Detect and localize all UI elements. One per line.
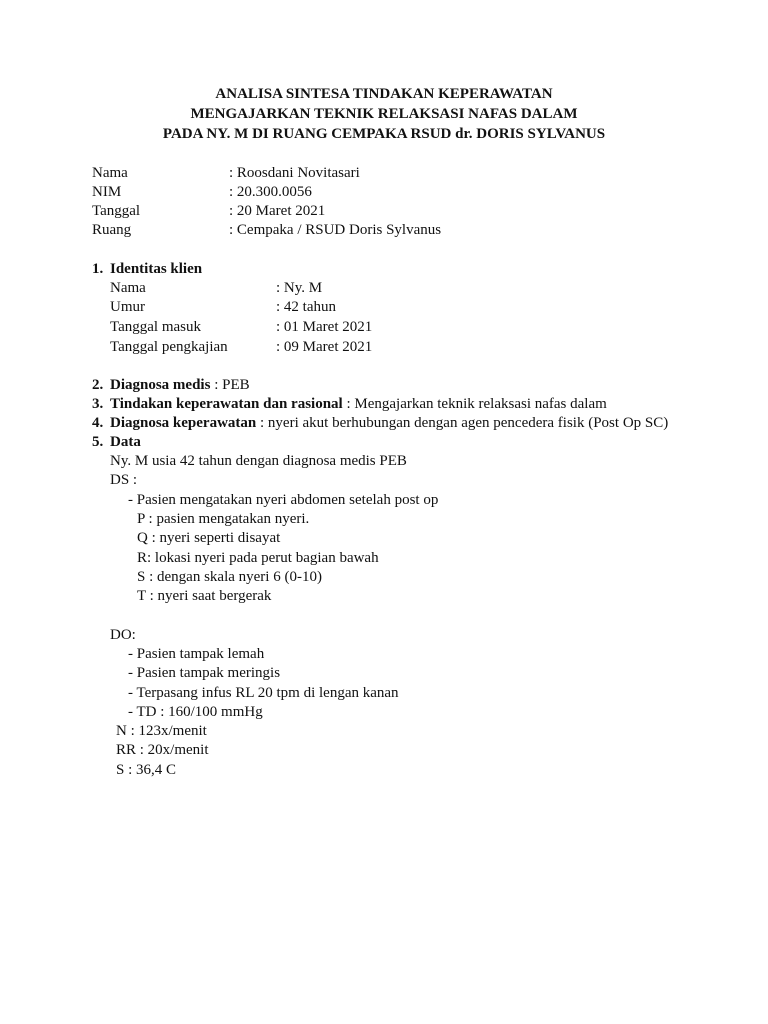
section-2-number: 2. (92, 377, 104, 393)
section-3-text: : Mengajarkan teknik relaksasi nafas dalam (342, 396, 607, 412)
section-2-line (110, 376, 250, 394)
section-1-heading: Identitas klien (110, 261, 203, 277)
client-value-tanggal-masuk: : 01 Maret 2021 (276, 319, 373, 335)
pqrst-q: Q : nyeri seperti disayat (137, 530, 281, 546)
section-2-text: : PEB (210, 377, 250, 393)
client-value-umur: : 42 tahun (276, 299, 336, 315)
do-label: DO: (110, 627, 136, 643)
header-value-tanggal: : 20 Maret 2021 (229, 203, 326, 219)
title-line-2: MENGAJARKAN TEKNIK RELAKSASI NAFAS DALAM (190, 106, 578, 122)
section-4-heading: Diagnosa keperawatan (110, 415, 257, 431)
do-item-1: - Pasien tampak lemah (128, 646, 265, 662)
data-intro: Ny. M usia 42 tahun dengan diagnosa medis PEB (110, 453, 407, 469)
pqrst-r: R: lokasi nyeri pada perut bagian bawah (137, 550, 379, 566)
title-line-3: PADA NY. M DI RUANG CEMPAKA RSUD dr. DORIS SYLVANUS (162, 126, 606, 142)
vital-s: S : 36,4 C (116, 762, 177, 778)
vital-n: N : 123x/menit (116, 723, 207, 739)
pqrst-t: T : nyeri saat bergerak (137, 588, 272, 604)
client-value-nama: : Ny. M (276, 280, 323, 296)
client-value-tanggal-pengkajian: : 09 Maret 2021 (276, 339, 373, 355)
client-label-tanggal-masuk: Tanggal masuk (110, 319, 202, 335)
section-4-text: : nyeri akut berhubungan dengan agen pencedera fisik (Post Op SC) (256, 415, 669, 431)
section-5-heading: Data (110, 434, 141, 450)
do-item-4: - TD : 160/100 mmHg (128, 704, 263, 720)
section-1-number: 1. (92, 261, 104, 277)
section-4-line (110, 414, 668, 432)
pqrst-p: P : pasien mengatakan nyeri. (137, 511, 310, 527)
ds-label: DS : (110, 472, 138, 488)
section-3-heading: Tindakan keperawatan dan rasional (110, 396, 343, 412)
header-value-nim: : 20.300.0056 (229, 184, 312, 200)
header-label-tanggal: Tanggal (92, 203, 141, 219)
ds-main-item: - Pasien mengatakan nyeri abdomen setelah post op (128, 492, 439, 508)
header-value-nama: : Roosdani Novitasari (229, 165, 360, 181)
vital-rr: RR : 20x/menit (116, 742, 209, 758)
section-3-number: 3. (92, 396, 104, 412)
section-2-heading: Diagnosa medis (110, 377, 211, 393)
section-5-number: 5. (92, 434, 104, 450)
title-line-1: ANALISA SINTESA TINDAKAN KEPERAWATAN (215, 86, 553, 102)
pqrst-s: S : dengan skala nyeri 6 (0-10) (137, 569, 322, 585)
client-label-nama: Nama (110, 280, 146, 296)
header-label-nama: Nama (92, 165, 128, 181)
header-label-nim: NIM (92, 184, 122, 200)
do-item-2: - Pasien tampak meringis (128, 665, 281, 681)
do-item-3: - Terpasang infus RL 20 tpm di lengan kanan (128, 685, 399, 701)
header-value-ruang: : Cempaka / RSUD Doris Sylvanus (229, 222, 442, 238)
client-label-umur: Umur (110, 299, 145, 315)
section-3-line (110, 395, 607, 413)
client-label-tanggal-pengkajian: Tanggal pengkajian (110, 339, 228, 355)
header-label-ruang: Ruang (92, 222, 132, 238)
section-4-number: 4. (92, 415, 104, 431)
